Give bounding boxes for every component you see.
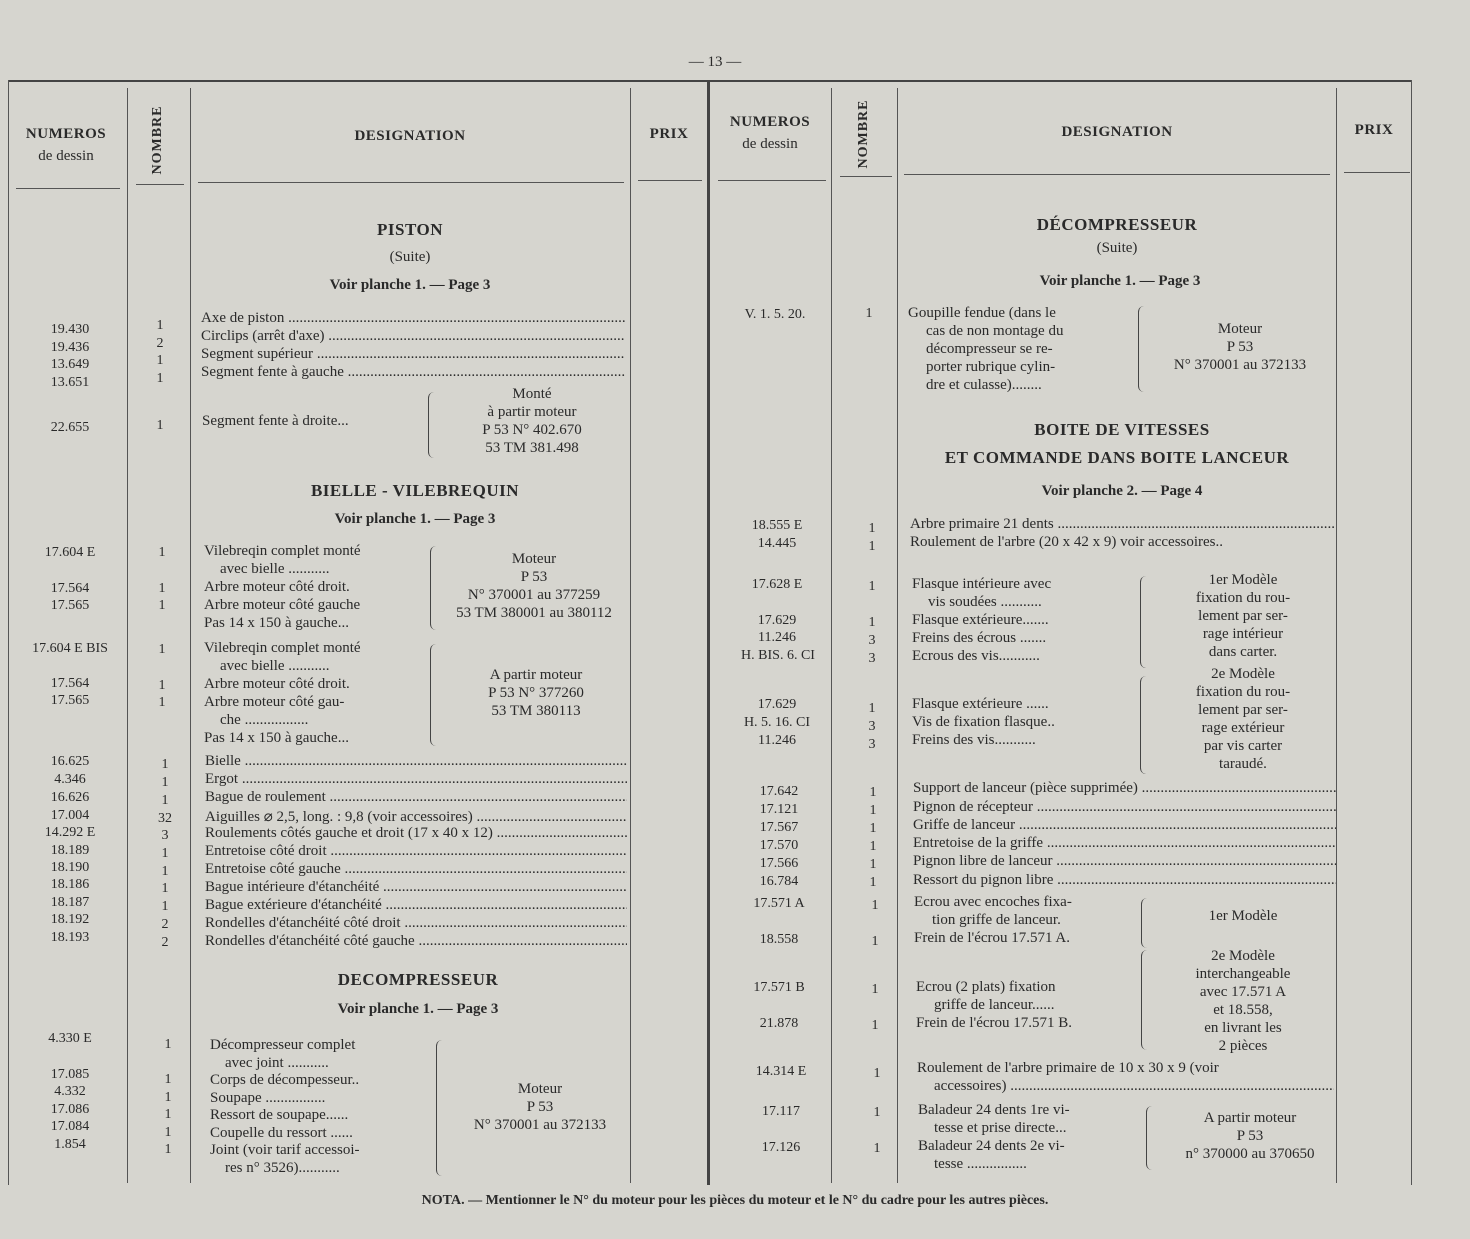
section-title-piston: PISTON — [377, 220, 443, 239]
table-row: tesse ................ — [934, 1156, 1027, 1172]
header-de-dessin: de dessin — [742, 136, 798, 152]
section-title-boite: BOITE DE VITESSES — [1034, 420, 1210, 439]
page-divider — [707, 82, 710, 1185]
table-row: Pas 14 x 150 à gauche... — [204, 615, 349, 631]
brace — [1140, 676, 1147, 774]
planche-reference: Voir planche 2. — Page 4 — [1041, 483, 1203, 499]
section-title-decompresseur: DÉCOMPRESSEUR — [1036, 215, 1198, 234]
header-nombre: NOMBRE — [856, 99, 871, 169]
col-border — [127, 88, 128, 1183]
header-underline — [198, 182, 624, 183]
table-row: avec bielle ........... — [220, 561, 330, 577]
section-suite: (Suite) — [389, 249, 431, 265]
header-underline — [638, 180, 702, 181]
table-row: griffe de lanceur...... — [934, 997, 1055, 1013]
table-row: che ................. — [220, 712, 309, 728]
note-group: 1er Modèle — [1208, 908, 1278, 924]
table-top-border — [8, 80, 1412, 82]
header-designation: DESIGNATION — [354, 128, 466, 144]
header-underline — [16, 188, 120, 189]
section-suite: (Suite) — [1096, 240, 1138, 256]
header-numeros: NUMEROS — [729, 114, 811, 130]
header-underline — [840, 176, 892, 177]
planche-reference: Voir planche 1. — Page 3 — [337, 1001, 499, 1017]
footer-note: NOTA. — Mentionner le N° du moteur pour les pièces du moteur et le N° du cadre pour les autres pièces. — [421, 1193, 1049, 1208]
col-border — [8, 80, 9, 1185]
brace — [1141, 950, 1148, 1050]
brace — [1138, 306, 1145, 392]
col-border — [1411, 80, 1412, 1185]
header-underline — [136, 184, 184, 185]
table-row: tion griffe de lanceur. — [932, 912, 1061, 928]
header-numeros: NUMEROS — [25, 126, 107, 142]
table-row: Pas 14 x 150 à gauche... — [204, 730, 349, 746]
planche-reference: Voir planche 1. — Page 3 — [334, 511, 496, 527]
header-designation: DESIGNATION — [1061, 124, 1173, 140]
header-nombre: NOMBRE — [150, 105, 165, 175]
planche-reference: Voir planche 1. — Page 3 — [1039, 273, 1201, 289]
header-de-dessin: de dessin — [38, 148, 94, 164]
planche-reference: Voir planche 1. — Page 3 — [329, 277, 491, 293]
table-row: tesse et prise directe... — [934, 1120, 1067, 1136]
table-row: avec bielle ........... — [220, 658, 330, 674]
header-prix: PRIX — [649, 126, 689, 142]
col-border — [630, 88, 631, 1183]
header-underline — [718, 180, 826, 181]
section-title-bielle: BIELLE - VILEBREQUIN — [310, 481, 520, 500]
header-underline — [904, 174, 1330, 175]
header-underline — [1344, 172, 1410, 173]
page-number: — 13 — — [688, 54, 742, 70]
table-row: vis soudées ........... — [928, 594, 1042, 610]
table-row: avec joint ........... — [225, 1055, 329, 1071]
brace — [428, 392, 435, 458]
brace — [1141, 898, 1148, 948]
brace — [1140, 576, 1147, 668]
section-title-boite-2: ET COMMANDE DANS BOITE LANCEUR — [944, 448, 1290, 467]
section-title-decompresseur: DECOMPRESSEUR — [337, 970, 499, 989]
header-prix: PRIX — [1354, 122, 1394, 138]
table-row: res n° 3526)........... — [225, 1160, 340, 1176]
